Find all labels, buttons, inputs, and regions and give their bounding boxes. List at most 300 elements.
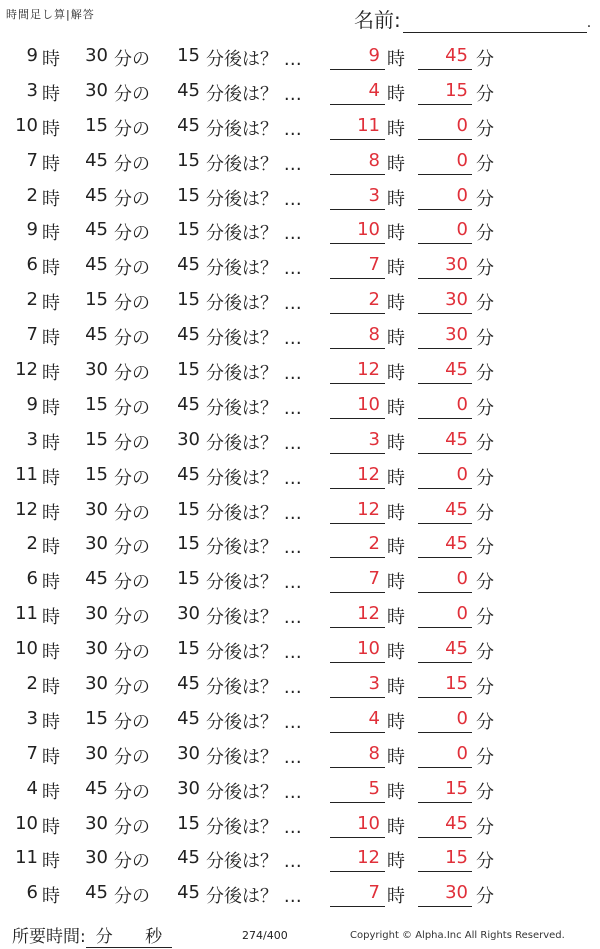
question-text: 分後は？ …	[206, 851, 302, 873]
answer-hour-unit: 時	[387, 851, 405, 873]
answer-hour-line	[330, 348, 385, 349]
hour-unit: 時	[42, 363, 60, 385]
answer-hour: 9	[368, 45, 380, 66]
answer-hour-unit: 時	[387, 572, 405, 594]
answer-hour: 10	[357, 219, 380, 241]
answer-hour-unit: 時	[387, 642, 405, 664]
minute-no-text: 分の	[114, 502, 150, 524]
minute-no-text: 分の	[114, 118, 150, 140]
answer-minute: 0	[456, 219, 468, 241]
answer-minute: 45	[445, 428, 468, 450]
answer-minute-line	[418, 348, 472, 349]
hour-unit: 時	[42, 258, 60, 280]
answer-minute-line	[418, 802, 472, 803]
question-text: 分後は？ …	[206, 642, 302, 664]
problem-row	[0, 494, 600, 529]
question-text: 分後は？ …	[206, 816, 302, 838]
answer-minute-unit: 分	[476, 397, 494, 419]
minute-no-text: 分の	[114, 781, 150, 803]
start-minute: 30	[85, 359, 108, 381]
answer-minute: 0	[456, 114, 468, 136]
answer-hour: 7	[368, 882, 380, 904]
start-hour: 9	[26, 219, 38, 241]
added-minutes: 30	[177, 428, 200, 450]
question-text: 分後は？ …	[206, 328, 302, 350]
start-hour: 2	[26, 289, 38, 311]
question-text: 分後は？ …	[206, 49, 302, 70]
answer-hour: 2	[368, 533, 380, 555]
added-minutes: 45	[177, 882, 200, 904]
answer-hour: 12	[357, 847, 380, 869]
hour-unit: 時	[42, 607, 60, 629]
answer-minute: 15	[445, 847, 468, 869]
added-minutes: 45	[177, 673, 200, 695]
answer-hour: 8	[368, 742, 380, 764]
start-minute: 15	[85, 289, 108, 311]
problem-row	[0, 528, 600, 563]
added-minutes: 45	[177, 707, 200, 729]
answer-hour-line	[330, 243, 385, 244]
answer-minute-line	[418, 627, 472, 628]
question-text: 分後は？ …	[206, 886, 302, 908]
answer-hour-line	[330, 767, 385, 768]
problem-row	[0, 668, 600, 703]
minute-no-text: 分の	[114, 258, 150, 280]
answer-hour: 12	[357, 603, 380, 625]
added-minutes: 45	[177, 324, 200, 346]
answer-hour-line	[330, 453, 385, 454]
time-taken-blank	[86, 922, 172, 948]
time-taken	[12, 922, 172, 948]
start-hour: 9	[26, 393, 38, 415]
minute-no-text: 分の	[114, 677, 150, 699]
hour-unit: 時	[42, 537, 60, 559]
answer-hour-line	[330, 104, 385, 105]
start-minute: 30	[85, 533, 108, 555]
added-minutes: 15	[177, 184, 200, 206]
start-minute: 15	[85, 463, 108, 485]
answer-hour-unit: 時	[387, 328, 405, 350]
answer-hour-line	[330, 418, 385, 419]
hour-unit: 時	[42, 711, 60, 733]
added-minutes: 15	[177, 149, 200, 171]
added-minutes: 15	[177, 812, 200, 834]
answer-minute-unit: 分	[476, 607, 494, 629]
answer-hour-line	[330, 209, 385, 210]
answer-minute: 45	[445, 533, 468, 555]
question-text: 分後は？ …	[206, 223, 302, 245]
start-minute: 30	[85, 79, 108, 101]
minute-no-text: 分の	[114, 816, 150, 838]
added-minutes: 30	[177, 777, 200, 799]
answer-minute-unit: 分	[476, 432, 494, 454]
answer-hour-unit: 時	[387, 293, 405, 315]
added-minutes: 15	[177, 219, 200, 241]
hour-unit: 時	[42, 886, 60, 908]
answer-minute-unit: 分	[476, 223, 494, 245]
answer-minute-unit: 分	[476, 328, 494, 350]
answer-hour: 10	[357, 393, 380, 415]
answer-hour-unit: 時	[387, 607, 405, 629]
answer-hour-line	[330, 488, 385, 489]
question-text: 分後は？ …	[206, 83, 302, 105]
question-text: 分後は？ …	[206, 781, 302, 803]
name-field	[354, 4, 591, 33]
answer-hour: 3	[368, 184, 380, 206]
answer-hour: 12	[357, 498, 380, 520]
answer-minute: 45	[445, 45, 468, 66]
answer-minute-unit: 分	[476, 886, 494, 908]
question-text: 分後は？ …	[206, 502, 302, 524]
hour-unit: 時	[42, 677, 60, 699]
start-minute: 45	[85, 254, 108, 276]
added-minutes: 15	[177, 498, 200, 520]
problem-row	[0, 598, 600, 633]
answer-minute: 30	[445, 289, 468, 311]
hour-unit: 時	[42, 781, 60, 803]
start-hour: 10	[15, 114, 38, 136]
answer-minute: 30	[445, 254, 468, 276]
answer-hour-line	[330, 732, 385, 733]
answer-hour-line	[330, 871, 385, 872]
hour-unit: 時	[42, 816, 60, 838]
start-hour: 2	[26, 673, 38, 695]
answer-minute-line	[418, 418, 472, 419]
answer-hour-line	[330, 139, 385, 140]
hour-unit: 時	[42, 83, 60, 105]
answer-minute-line	[418, 488, 472, 489]
problem-row	[0, 424, 600, 459]
answer-minute-line	[418, 871, 472, 872]
answer-hour-unit: 時	[387, 816, 405, 838]
start-minute: 15	[85, 114, 108, 136]
answer-minute-line	[418, 662, 472, 663]
start-hour: 2	[26, 533, 38, 555]
answer-hour-line	[330, 697, 385, 698]
answer-hour-line	[330, 662, 385, 663]
answer-minute-unit: 分	[476, 537, 494, 559]
answer-hour-unit: 時	[387, 118, 405, 140]
start-hour: 7	[26, 324, 38, 346]
answer-minute: 0	[456, 149, 468, 171]
start-minute: 30	[85, 742, 108, 764]
minute-no-text: 分の	[114, 572, 150, 594]
start-minute: 30	[85, 673, 108, 695]
answer-minute-unit: 分	[476, 642, 494, 664]
question-text: 分後は？ …	[206, 293, 302, 315]
answer-minute-unit: 分	[476, 677, 494, 699]
problem-row	[0, 633, 600, 668]
answer-minute-unit: 分	[476, 363, 494, 385]
problem-row	[0, 738, 600, 773]
minute-no-text: 分の	[114, 746, 150, 768]
answer-hour: 3	[368, 428, 380, 450]
answer-hour-line	[330, 627, 385, 628]
answer-hour: 4	[368, 79, 380, 101]
answer-hour-unit: 時	[387, 711, 405, 733]
start-minute: 45	[85, 149, 108, 171]
answer-minute-line	[418, 278, 472, 279]
answer-minute: 15	[445, 777, 468, 799]
answer-hour-line	[330, 69, 385, 70]
start-minute: 15	[85, 393, 108, 415]
minute-no-text: 分の	[114, 83, 150, 105]
hour-unit: 時	[42, 502, 60, 524]
start-minute: 45	[85, 777, 108, 799]
answer-hour-unit: 時	[387, 397, 405, 419]
problem-row	[0, 703, 600, 738]
answer-minute-line	[418, 383, 472, 384]
question-text: 分後は？ …	[206, 467, 302, 489]
hour-unit: 時	[42, 467, 60, 489]
time-taken-label: 所要時間:	[12, 927, 86, 947]
answer-hour: 12	[357, 463, 380, 485]
added-minutes: 45	[177, 463, 200, 485]
answer-hour-unit: 時	[387, 886, 405, 908]
answer-hour-line	[330, 802, 385, 803]
answer-hour-unit: 時	[387, 467, 405, 489]
problem-row	[0, 284, 600, 319]
problem-row	[0, 180, 600, 215]
answer-minute-unit: 分	[476, 258, 494, 280]
answer-hour: 11	[357, 114, 380, 136]
answer-minute-unit: 分	[476, 293, 494, 315]
start-hour: 10	[15, 812, 38, 834]
start-hour: 11	[15, 603, 38, 625]
answer-minute-unit: 分	[476, 851, 494, 873]
answer-hour-unit: 時	[387, 432, 405, 454]
answer-hour-line	[330, 837, 385, 838]
answer-hour-line	[330, 906, 385, 907]
start-minute: 15	[85, 707, 108, 729]
added-minutes: 15	[177, 568, 200, 590]
added-minutes: 15	[177, 638, 200, 660]
answer-hour-unit: 時	[387, 83, 405, 105]
problem-row	[0, 389, 600, 424]
minute-no-text: 分の	[114, 642, 150, 664]
answer-minute-line	[418, 453, 472, 454]
answer-minute-unit: 分	[476, 502, 494, 524]
minute-no-text: 分の	[114, 537, 150, 559]
start-minute: 30	[85, 638, 108, 660]
answer-hour: 3	[368, 673, 380, 695]
answer-minute: 0	[456, 393, 468, 415]
start-minute: 30	[85, 847, 108, 869]
added-minutes: 45	[177, 254, 200, 276]
question-text: 分後は？ …	[206, 258, 302, 280]
start-hour: 9	[26, 45, 38, 66]
page-number: 274/400	[242, 929, 288, 942]
name-label: 名前:	[354, 8, 401, 32]
question-text: 分後は？ …	[206, 153, 302, 175]
question-text: 分後は？ …	[206, 363, 302, 385]
answer-hour-line	[330, 313, 385, 314]
hour-unit: 時	[42, 328, 60, 350]
answer-minute-unit: 分	[476, 49, 494, 70]
problem-row	[0, 110, 600, 145]
answer-minute-line	[418, 139, 472, 140]
answer-hour: 8	[368, 149, 380, 171]
minute-no-text: 分の	[114, 886, 150, 908]
question-text: 分後は？ …	[206, 188, 302, 210]
added-minutes: 15	[177, 45, 200, 66]
minute-no-text: 分の	[114, 432, 150, 454]
hour-unit: 時	[42, 572, 60, 594]
start-minute: 45	[85, 219, 108, 241]
question-text: 分後は？ …	[206, 607, 302, 629]
hour-unit: 時	[42, 397, 60, 419]
answer-minute: 0	[456, 742, 468, 764]
answer-minute-line	[418, 697, 472, 698]
start-minute: 30	[85, 498, 108, 520]
answer-hour-unit: 時	[387, 223, 405, 245]
answer-hour: 7	[368, 254, 380, 276]
problem-row	[0, 354, 600, 389]
answer-minute: 45	[445, 812, 468, 834]
minute-no-text: 分の	[114, 188, 150, 210]
minute-no-text: 分の	[114, 223, 150, 245]
problem-list	[0, 40, 600, 912]
minute-no-text: 分の	[114, 153, 150, 175]
answer-minute-unit: 分	[476, 781, 494, 803]
start-minute: 45	[85, 184, 108, 206]
problem-row	[0, 877, 600, 912]
answer-minute: 45	[445, 359, 468, 381]
hour-unit: 時	[42, 118, 60, 140]
answer-hour-line	[330, 523, 385, 524]
question-text: 分後は？ …	[206, 397, 302, 419]
answer-minute-line	[418, 523, 472, 524]
answer-minute: 30	[445, 882, 468, 904]
answer-hour: 10	[357, 638, 380, 660]
answer-minute-line	[418, 313, 472, 314]
answer-minute-unit: 分	[476, 711, 494, 733]
added-minutes: 45	[177, 847, 200, 869]
problem-row	[0, 808, 600, 843]
question-text: 分後は？ …	[206, 432, 302, 454]
added-minutes: 30	[177, 603, 200, 625]
problem-row	[0, 145, 600, 180]
minute-no-text: 分の	[114, 49, 150, 70]
answer-hour: 10	[357, 812, 380, 834]
minute-no-text: 分の	[114, 711, 150, 733]
problem-row	[0, 319, 600, 354]
start-hour: 11	[15, 463, 38, 485]
answer-minute-line	[418, 906, 472, 907]
start-hour: 6	[26, 568, 38, 590]
name-dot: .	[586, 15, 592, 31]
answer-minute-line	[418, 837, 472, 838]
problem-row	[0, 842, 600, 877]
answer-minute-unit: 分	[476, 467, 494, 489]
answer-hour-unit: 時	[387, 363, 405, 385]
answer-minute-line	[418, 732, 472, 733]
question-text: 分後は？ …	[206, 711, 302, 733]
minute-no-text: 分の	[114, 397, 150, 419]
start-minute: 45	[85, 882, 108, 904]
answer-hour-line	[330, 174, 385, 175]
hour-unit: 時	[42, 153, 60, 175]
added-minutes: 45	[177, 79, 200, 101]
start-minute: 45	[85, 568, 108, 590]
minute-no-text: 分の	[114, 328, 150, 350]
problem-row	[0, 563, 600, 598]
problem-row	[0, 249, 600, 284]
answer-hour: 7	[368, 568, 380, 590]
answer-minute-line	[418, 69, 472, 70]
hour-unit: 時	[42, 432, 60, 454]
start-hour: 11	[15, 847, 38, 869]
added-minutes: 45	[177, 114, 200, 136]
start-minute: 15	[85, 428, 108, 450]
hour-unit: 時	[42, 49, 60, 70]
answer-hour-unit: 時	[387, 677, 405, 699]
question-text: 分後は？ …	[206, 118, 302, 140]
answer-minute-line	[418, 767, 472, 768]
answer-minute-unit: 分	[476, 816, 494, 838]
start-hour: 6	[26, 882, 38, 904]
start-hour: 4	[26, 777, 38, 799]
problem-row	[0, 214, 600, 249]
answer-hour-unit: 時	[387, 781, 405, 803]
answer-hour-unit: 時	[387, 537, 405, 559]
answer-hour: 5	[368, 777, 380, 799]
hour-unit: 時	[42, 223, 60, 245]
time-minute-unit: 分	[95, 927, 113, 947]
start-hour: 6	[26, 254, 38, 276]
answer-minute-unit: 分	[476, 746, 494, 768]
answer-minute-line	[418, 592, 472, 593]
start-hour: 12	[15, 359, 38, 381]
added-minutes: 15	[177, 289, 200, 311]
answer-hour-line	[330, 592, 385, 593]
question-text: 分後は？ …	[206, 746, 302, 768]
copyright-notice: Copyright © Alpha.Inc All Rights Reserved.	[350, 930, 565, 941]
start-minute: 30	[85, 812, 108, 834]
answer-minute: 15	[445, 79, 468, 101]
added-minutes: 45	[177, 393, 200, 415]
answer-minute: 30	[445, 324, 468, 346]
problem-row	[0, 773, 600, 808]
answer-minute-unit: 分	[476, 83, 494, 105]
answer-minute: 15	[445, 673, 468, 695]
answer-minute: 0	[456, 707, 468, 729]
start-hour: 10	[15, 638, 38, 660]
start-hour: 3	[26, 79, 38, 101]
answer-hour-unit: 時	[387, 188, 405, 210]
start-hour: 7	[26, 149, 38, 171]
time-second-unit: 秒	[145, 927, 163, 947]
answer-minute: 0	[456, 463, 468, 485]
answer-minute: 45	[445, 498, 468, 520]
answer-hour-unit: 時	[387, 153, 405, 175]
answer-minute-line	[418, 243, 472, 244]
answer-minute-unit: 分	[476, 153, 494, 175]
minute-no-text: 分の	[114, 363, 150, 385]
answer-minute: 0	[456, 568, 468, 590]
answer-hour-unit: 時	[387, 502, 405, 524]
added-minutes: 30	[177, 742, 200, 764]
answer-minute: 45	[445, 638, 468, 660]
answer-minute: 0	[456, 603, 468, 625]
problem-row	[0, 40, 600, 75]
start-minute: 45	[85, 324, 108, 346]
start-minute: 30	[85, 45, 108, 66]
answer-hour-unit: 時	[387, 746, 405, 768]
start-hour: 3	[26, 707, 38, 729]
answer-hour: 4	[368, 707, 380, 729]
question-text: 分後は？ …	[206, 572, 302, 594]
